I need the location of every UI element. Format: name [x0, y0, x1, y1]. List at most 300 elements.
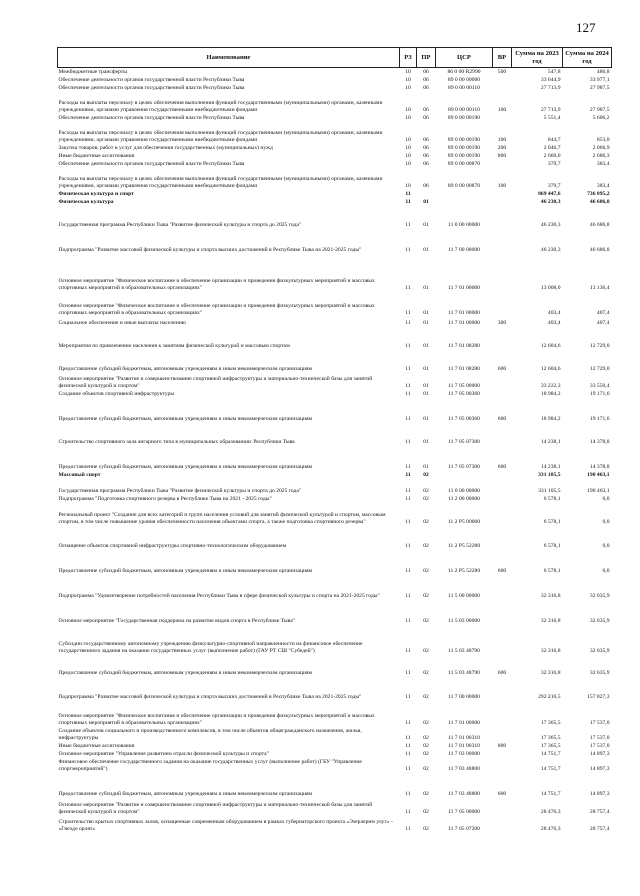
table-row [58, 798, 612, 816]
row-vr: 600 [497, 567, 507, 574]
row-vr: 600 [497, 365, 507, 372]
row-rz: 11 [405, 693, 411, 700]
row-rz: 10 [405, 182, 411, 189]
row-csr [436, 198, 493, 206]
row-pr: 06 [423, 160, 429, 167]
row-sum-2023: 6 578,1 [543, 518, 561, 525]
row-name: Обеспечение деятельности органов государственной власти Республики Тыва [58, 160, 245, 167]
row-name: Подпрограмма "Подготовка спортивного резерва в Республике Тыва на 2021 - 2025 годы" [58, 495, 272, 502]
row-vr [493, 625, 512, 655]
header-name: Наименование [58, 48, 400, 68]
row-csr: 11 7 05 00360 [448, 390, 480, 397]
table-row [58, 503, 612, 526]
row-vr [493, 600, 512, 625]
row-sum-2024: 383,4 [596, 160, 610, 167]
row-name: Основное мероприятие "Физическое воспитание и обеспечение организации и проведения физкультурных мероприятий и массовых спортивных мероприятий в образовательных организациях" [58, 713, 375, 726]
table-row [58, 92, 612, 114]
row-vr [493, 114, 512, 122]
row-csr: 89 0 00 00110 [448, 84, 480, 91]
row-pr: 02 [423, 790, 429, 797]
row-vr [493, 798, 512, 816]
row-sum-2023: 12 604,6 [540, 342, 561, 349]
row-name: Межбюджетные трансферты [58, 68, 127, 75]
row-pr: 02 [423, 647, 429, 654]
row-vr: 100 [497, 136, 507, 143]
row-csr: 11 7 03 48800 [448, 765, 480, 772]
row-sum-2023: 14 751,7 [540, 750, 561, 757]
row-pr: 01 [423, 309, 429, 316]
row-vr [493, 727, 512, 742]
row-name: Региональный проект "Создание для всех категорий и групп населения условий для занятий физической культурой и спортом, массовым спортом, в том числе повышение уровня обеспеченности населения объектами спорта, а также подготовка спортивного резерва" [58, 512, 386, 525]
row-pr: 02 [423, 495, 429, 502]
table-row [58, 727, 612, 742]
row-sum-2023: 403,4 [547, 319, 561, 326]
row-name: Предоставление субсидий бюджетным, автономным учреждениям и иным некоммерческим организациям [58, 790, 313, 797]
row-csr: 11 7 01 08280 [448, 365, 480, 372]
table-row [58, 550, 612, 575]
row-sum-2023: 6 578,1 [543, 542, 561, 549]
row-pr: 02 [423, 518, 429, 525]
table-row [58, 68, 612, 76]
row-name: Строительство спортивного зала ангарного типа в муниципальных образованиях Республики Тыва [58, 438, 295, 445]
row-rz: 11 [405, 742, 411, 749]
row-sum-2024: 17 537,0 [589, 719, 610, 726]
row-vr: 600 [497, 669, 507, 676]
row-name: Подпрограмма "Развитие массовой физической культуры и спорта высших достижений в Республике Тыва на 2021-2025 годы" [58, 246, 362, 253]
row-sum-2024: 46 686,8 [589, 246, 610, 253]
row-name: Расходы на выплаты персоналу в целях обеспечения выполнения функций государственными (муниципальными) органами, казенными учреждениями, органами управления государственными внебюджетными фондами [58, 100, 383, 113]
row-sum-2024: 853,0 [596, 136, 610, 143]
row-sum-2023: 17 365,5 [540, 734, 561, 741]
row-vr [493, 479, 512, 495]
row-vr [493, 390, 512, 398]
table-row [58, 229, 612, 254]
row-name: Подпрограмма "Развитие массовой физической культуры и спорта высших достижений в Республике Тыва на 2021-2025 годы" [58, 693, 362, 700]
row-rz: 11 [405, 309, 411, 316]
table-row [58, 144, 612, 152]
table-row [58, 152, 612, 160]
row-pr: 02 [423, 567, 429, 574]
table-row [58, 677, 612, 701]
row-pr: 01 [423, 221, 429, 228]
row-pr: 06 [423, 84, 429, 91]
row-pr: 01 [423, 438, 429, 445]
row-sum-2024: 157 827,3 [587, 693, 610, 700]
row-sum-2023: 33 644,9 [540, 76, 561, 83]
row-csr: 11 7 03 00000 [448, 750, 480, 757]
row-rz: 11 [405, 750, 411, 757]
row-sum-2024: 14 897,3 [589, 790, 610, 797]
row-csr: 11 7 05 07300 [448, 463, 480, 470]
row-pr: 01 [423, 284, 429, 291]
row-pr: 06 [423, 68, 429, 75]
row-pr: 02 [423, 765, 429, 772]
table-row [58, 390, 612, 398]
row-rz: 11 [405, 463, 411, 470]
row-csr: 89 0 00 00000 [447, 76, 481, 83]
row-csr: 11 7 00 00000 [448, 693, 480, 700]
table-row [58, 206, 612, 229]
row-name: Основное мероприятие "Государственная поддержка на развитие видов спорта в Республике Тыва" [58, 617, 295, 624]
row-sum-2024: 27 987,5 [589, 106, 610, 113]
table-header-row [58, 48, 612, 68]
row-pr: 02 [423, 542, 429, 549]
row-rz: 11 [405, 284, 411, 291]
row-name: Финансовое обеспечение государственного задания на оказание государственных услуг (выполнение работ) (ГБУ "Управление спортмероприятий") [58, 759, 362, 772]
row-pr: 02 [423, 669, 429, 676]
row-vr: 300 [497, 319, 507, 326]
table-body [58, 68, 612, 833]
row-pr: 01 [423, 198, 429, 205]
row-rz: 10 [405, 160, 411, 167]
row-sum-2024: 0,0 [602, 567, 610, 574]
row-rz: 11 [405, 365, 411, 372]
row-name: Массовый спорт [58, 471, 101, 478]
row-csr: 11 5 03 48790 [448, 647, 480, 654]
row-csr: 89 0 00 00190 [447, 114, 481, 121]
row-sum-2024: 28 757,4 [589, 825, 610, 832]
row-pr: 06 [423, 152, 429, 159]
table-row [58, 773, 612, 798]
row-rz: 11 [405, 471, 411, 478]
row-name: Создание объектов социального и производственного комплексов, в том числе объектов общегражданского назначения, жилья, инфраструктуры [58, 728, 362, 741]
row-pr: 01 [423, 319, 429, 326]
row-sum-2024: 14 897,3 [589, 765, 610, 772]
row-sum-2023: 27 713,9 [540, 106, 561, 113]
row-pr: 01 [423, 342, 429, 349]
page-number: 127 [576, 20, 596, 35]
table-row [58, 190, 612, 198]
row-name: Предоставление субсидий бюджетным, автономным учреждениям и иным некоммерческим организациям [58, 463, 313, 470]
row-csr: 89 0 00 00870 [447, 160, 481, 167]
row-vr [493, 816, 512, 833]
row-sum-2023: 46 230,3 [540, 246, 561, 253]
row-name: Создание объектов спортивной инфраструктуры [58, 390, 175, 397]
row-rz: 10 [405, 114, 411, 121]
table-row [58, 292, 612, 317]
row-sum-2023: 14 238,1 [540, 438, 561, 445]
table-row [58, 84, 612, 92]
row-vr: 600 [497, 415, 507, 422]
row-name: Иные бюджетные ассигнования [58, 152, 135, 159]
row-sum-2024: 2 066,9 [592, 144, 610, 151]
row-sum-2024: 28 757,4 [589, 808, 610, 815]
row-vr: 200 [497, 144, 507, 151]
row-sum-2023: 379,7 [547, 160, 561, 167]
row-name: Закупка товаров, работ и услуг для обеспечения государственных (муниципальных) нужд [58, 144, 273, 151]
row-csr: 89 0 00 00190 [447, 144, 481, 151]
row-sum-2024: 14 378,8 [589, 463, 610, 470]
row-rz: 11 [405, 592, 411, 599]
row-csr: 11 7 05 07300 [448, 438, 480, 445]
row-vr [493, 190, 512, 198]
row-name: Обеспечение деятельности органов государственной власти Республики Тыва [58, 76, 245, 83]
row-csr: 11 7 01 00000 [448, 284, 480, 291]
row-csr: 11 7 05 00000 [448, 808, 480, 815]
table-row [58, 742, 612, 750]
table-row [58, 423, 612, 446]
row-pr: 06 [423, 106, 429, 113]
row-pr: 06 [423, 136, 429, 143]
row-vr [493, 160, 512, 168]
row-sum-2023: 17 365,5 [540, 742, 561, 749]
row-csr [436, 471, 493, 479]
row-csr: 11 2 P5 52280 [447, 567, 481, 574]
row-csr: 11 7 01 00310 [448, 734, 480, 741]
row-rz: 11 [405, 382, 411, 389]
table-row [58, 446, 612, 471]
row-sum-2023: 32 316,8 [540, 617, 561, 624]
row-vr [493, 471, 512, 479]
row-vr [493, 206, 512, 229]
row-name: Государственная программа Республики Тыва "Развитие физической культуры и спорта до 2025 года" [58, 487, 302, 494]
table-row [58, 471, 612, 479]
row-csr: 11 5 03 48790 [448, 669, 480, 676]
row-rz: 11 [405, 190, 411, 197]
header-rz: РЗ [400, 48, 417, 68]
row-sum-2024: 32 635,9 [589, 592, 610, 599]
row-sum-2023: 28 476,3 [540, 808, 561, 815]
table-row [58, 168, 612, 190]
row-vr [493, 76, 512, 84]
row-rz: 10 [405, 84, 411, 91]
table-row [58, 526, 612, 550]
row-rz: 11 [405, 221, 411, 228]
row-csr: 11 5 00 00000 [448, 592, 480, 599]
row-pr: 01 [423, 365, 429, 372]
row-sum-2023: 331 105,5 [538, 471, 561, 478]
row-csr: 89 0 00 00190 [447, 152, 481, 159]
row-sum-2023: 14 238,1 [540, 463, 561, 470]
row-name: Основное мероприятие "Физическое воспитание и обеспечение организации и проведения физкультурных мероприятий и массовых спортивных мероприятий в образовательных организациях" [58, 278, 375, 291]
row-name: Предоставление субсидий бюджетным, автономным учреждениям и иным некоммерческим организациям [58, 567, 313, 574]
table-row [58, 160, 612, 168]
row-csr: 89 0 00 00870 [447, 182, 481, 189]
row-name: Основное мероприятие "Управление развитием отрасли физической культуры и спорта" [58, 750, 269, 757]
row-pr: 02 [423, 742, 429, 749]
row-sum-2024: 14 378,8 [589, 438, 610, 445]
row-vr [493, 229, 512, 254]
row-name: Субсидии государственному автономному учреждению физкультурно-спортивной направленности на финансовое обеспечение государственного задания на оказание государственных услуг (выполнение работ) (ГАУ РТ СШ "Субедей") [58, 641, 363, 654]
row-sum-2023: 17 365,5 [540, 719, 561, 726]
row-sum-2024: 12 729,0 [589, 342, 610, 349]
table-row [58, 575, 612, 600]
row-sum-2024: 736 095,2 [587, 190, 610, 197]
budget-table [57, 47, 612, 833]
row-rz: 10 [405, 68, 411, 75]
row-rz: 11 [405, 390, 411, 397]
row-csr: 11 7 01 00310 [448, 742, 480, 749]
table-row [58, 495, 612, 503]
row-pr: 01 [423, 415, 429, 422]
row-sum-2023: 869 447,6 [538, 190, 561, 197]
table-row [58, 76, 612, 84]
row-csr: 11 2 00 00000 [448, 495, 480, 502]
table-row [58, 327, 612, 350]
row-sum-2023: 12 604,6 [540, 365, 561, 372]
row-sum-2024: 17 537,0 [589, 742, 610, 749]
row-vr [493, 575, 512, 600]
row-rz: 11 [405, 719, 411, 726]
row-csr: 11 7 01 00000 [448, 319, 480, 326]
row-sum-2023: 28 476,3 [540, 825, 561, 832]
row-sum-2024: 46 686,8 [589, 221, 610, 228]
row-pr: 01 [423, 390, 429, 397]
row-sum-2023: 14 751,7 [540, 790, 561, 797]
row-vr: 100 [497, 106, 507, 113]
row-sum-2023: 6 578,1 [543, 567, 561, 574]
row-sum-2023: 32 316,8 [540, 647, 561, 654]
table-row [58, 625, 612, 655]
row-sum-2023: 18 984,2 [540, 415, 561, 422]
row-sum-2024: 407,4 [596, 319, 610, 326]
table-row [58, 373, 612, 390]
header-pr: ПР [417, 48, 436, 68]
row-csr: 11 0 00 00000 [448, 487, 480, 494]
row-vr: 600 [497, 463, 507, 470]
row-sum-2024: 5 606,2 [592, 114, 610, 121]
row-rz: 10 [405, 76, 411, 83]
row-sum-2024: 19 171,6 [589, 415, 610, 422]
header-sum-2023: Сумма на 2023 год [512, 48, 563, 68]
row-vr [493, 327, 512, 350]
row-sum-2024: 2 686,3 [592, 152, 610, 159]
row-sum-2024: 190 463,1 [587, 487, 610, 494]
row-csr: 11 7 05 07200 [448, 825, 480, 832]
row-rz: 10 [405, 144, 411, 151]
row-csr: 11 7 03 48800 [448, 790, 480, 797]
row-sum-2023: 14 751,7 [540, 765, 561, 772]
row-sum-2023: 403,4 [547, 309, 561, 316]
row-rz: 10 [405, 136, 411, 143]
row-sum-2023: 6 578,1 [543, 495, 561, 502]
row-sum-2024: 0,0 [602, 495, 610, 502]
row-sum-2024: 407,4 [596, 309, 610, 316]
row-pr: 06 [423, 114, 429, 121]
row-csr: 11 7 01 00000 [448, 719, 480, 726]
row-name: Социальное обеспечение и иные выплаты населению [58, 319, 186, 326]
row-name: Оснащение объектов спортивной инфраструктуры спортивно-технологическим оборудованием [58, 542, 287, 549]
row-vr [493, 526, 512, 550]
header-sum-2024: Сумма на 2024 год [563, 48, 612, 68]
row-name: Физическая культура и спорт [58, 190, 134, 197]
row-sum-2023: 32 316,8 [540, 592, 561, 599]
row-sum-2024: 17 537,0 [589, 734, 610, 741]
row-rz: 11 [405, 790, 411, 797]
row-pr: 01 [423, 382, 429, 389]
row-sum-2024: 32 635,9 [589, 617, 610, 624]
row-vr [493, 677, 512, 701]
row-rz: 11 [405, 808, 411, 815]
header-csr: ЦСР [436, 48, 493, 68]
table-row [58, 350, 612, 373]
row-pr: 02 [423, 617, 429, 624]
row-rz: 11 [405, 198, 411, 205]
row-name: Иные бюджетные ассигнования [58, 742, 135, 749]
table-row [58, 317, 612, 327]
row-vr [493, 495, 512, 503]
row-sum-2024: 0,0 [602, 518, 610, 525]
row-csr [436, 190, 493, 198]
row-vr [493, 292, 512, 317]
row-sum-2023: 13 008,0 [540, 284, 561, 291]
row-sum-2024: 383,4 [596, 182, 610, 189]
row-sum-2024: 33 977,1 [589, 76, 610, 83]
row-name: Мероприятия по привлечению населения к занятиям физической культурой и массовым спортом [58, 342, 290, 349]
row-vr: 100 [497, 182, 507, 189]
row-pr: 02 [423, 719, 429, 726]
row-pr: 02 [423, 734, 429, 741]
row-sum-2024: 46 686,8 [589, 198, 610, 205]
row-name: Предоставление субсидий бюджетным, автономным учреждениям и иным некоммерческим организациям [58, 669, 313, 676]
row-sum-2023: 547,8 [547, 68, 561, 75]
row-rz: 11 [405, 542, 411, 549]
row-sum-2024: 12 729,0 [589, 365, 610, 372]
row-csr: 11 7 01 00000 [448, 309, 480, 316]
table-row [58, 655, 612, 677]
row-rz: 11 [405, 438, 411, 445]
row-pr [417, 190, 436, 198]
table-row [58, 750, 612, 758]
row-rz: 10 [405, 152, 411, 159]
row-vr [493, 373, 512, 390]
row-vr: 600 [497, 790, 507, 797]
row-csr: 89 0 00 00110 [448, 106, 480, 113]
row-name: Физическая культура [58, 198, 114, 205]
table-row [58, 600, 612, 625]
row-name: Подпрограмма "Удовлетворение потребностей населения Республики Тыва в сфере физической культуры и спорта на 2021-2025 годы" [58, 592, 380, 599]
table-row [58, 114, 612, 122]
row-vr: 500 [497, 68, 507, 75]
row-pr: 06 [423, 144, 429, 151]
row-vr [493, 423, 512, 446]
row-sum-2024: 27 987,5 [589, 84, 610, 91]
row-rz: 11 [405, 487, 411, 494]
row-rz: 11 [405, 647, 411, 654]
row-csr: 86 0 00 R2990 [447, 68, 481, 75]
row-pr: 02 [423, 592, 429, 599]
row-rz: 11 [405, 825, 411, 832]
row-rz: 11 [405, 617, 411, 624]
row-sum-2023: 379,7 [547, 182, 561, 189]
row-sum-2024: 33 550,4 [589, 382, 610, 389]
row-name: Обеспечение деятельности органов государственной власти Республики Тыва [58, 84, 245, 91]
row-name: Основное мероприятие "Развитие и совершенствование спортивной инфраструктуры и материально-технической базы для занятий физической культурой и спортом" [58, 376, 373, 389]
row-csr: 11 2 P5 52280 [447, 542, 481, 549]
row-pr: 02 [423, 825, 429, 832]
row-csr: 11 7 05 00360 [448, 415, 480, 422]
row-pr: 02 [423, 693, 429, 700]
row-csr: 11 0 00 00000 [448, 221, 480, 228]
row-sum-2023: 32 316,8 [540, 669, 561, 676]
row-rz: 11 [405, 734, 411, 741]
row-rz: 11 [405, 415, 411, 422]
row-sum-2023: 2 660,0 [543, 152, 561, 159]
table-row [58, 479, 612, 495]
row-sum-2023: 844,7 [547, 136, 561, 143]
row-sum-2024: 190 463,1 [587, 471, 610, 478]
row-csr: 89 0 00 00190 [447, 136, 481, 143]
row-rz: 11 [405, 567, 411, 574]
row-sum-2024: 0,0 [602, 542, 610, 549]
row-pr: 02 [423, 471, 429, 478]
row-name: Предоставление субсидий бюджетным, автономным учреждениям и иным некоммерческим организациям [58, 415, 313, 422]
row-csr: 11 7 00 00000 [448, 246, 480, 253]
row-pr: 06 [423, 76, 429, 83]
row-sum-2024: 32 635,9 [589, 669, 610, 676]
row-pr: 01 [423, 463, 429, 470]
row-sum-2023: 27 713,9 [540, 84, 561, 91]
